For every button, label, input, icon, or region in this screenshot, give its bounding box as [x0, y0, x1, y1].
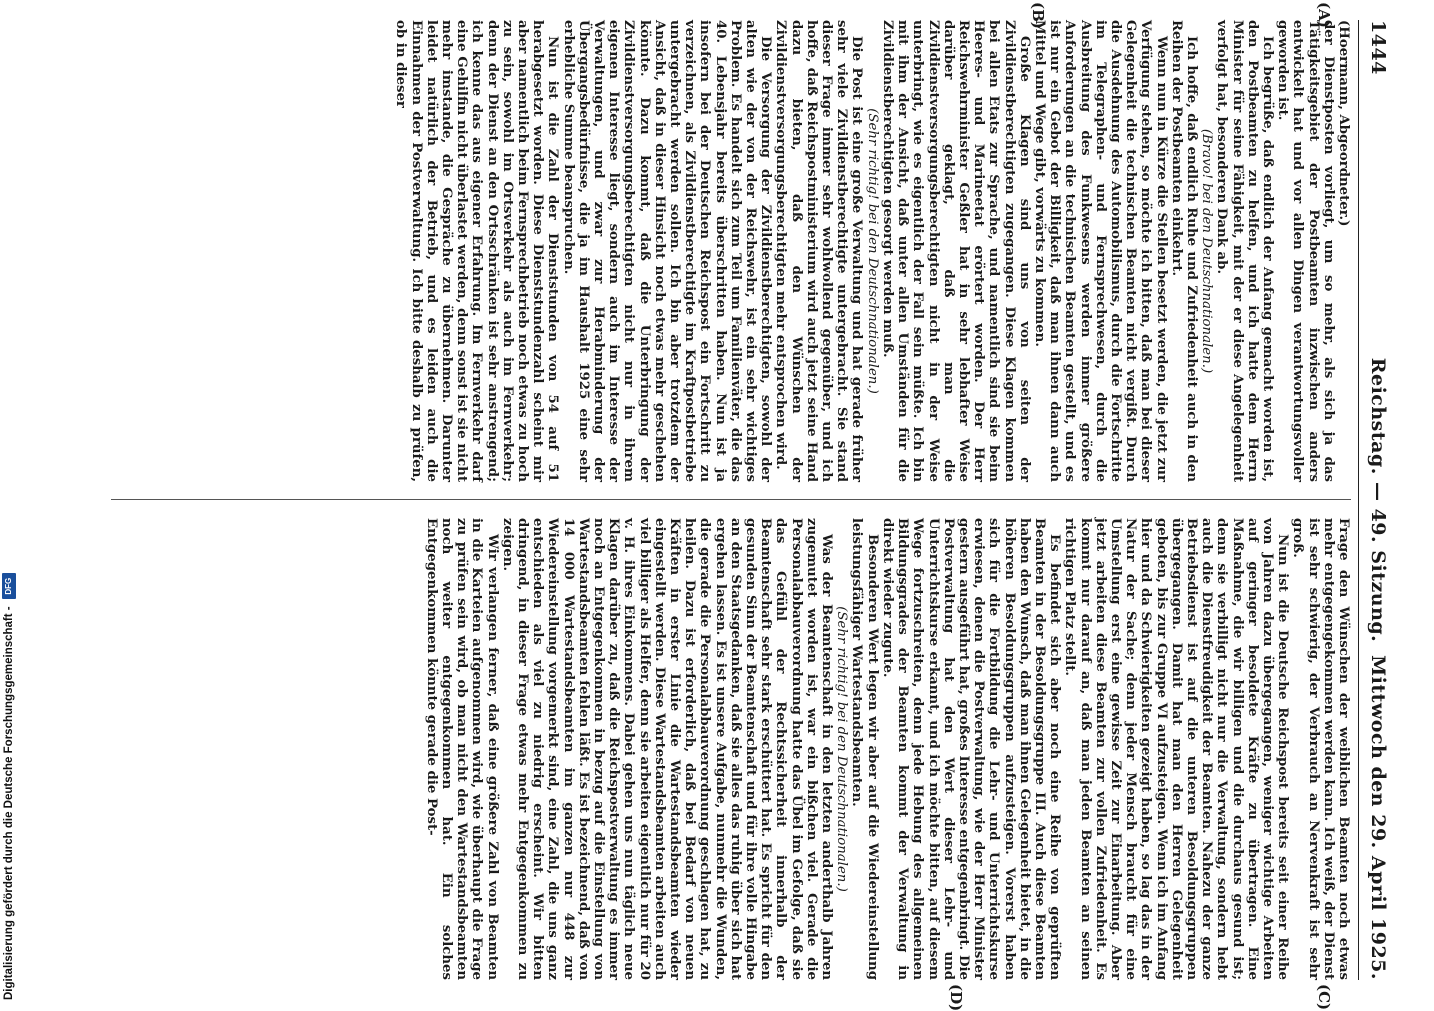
- applause-note: (Sehr richtig! bei den Deutschnationalen.): [864, 108, 880, 394]
- header-rule: [1358, 20, 1359, 980]
- document-page: [95, 0, 1395, 1011]
- paragraph: Was der Beamtenschaft in den letzten anderthalb Jahren zugemutet worden ist, war ein bißchen viel. Gerade die Personalabbauverordnung hatte das Übel im Gefolge, daß sie das Gefühl der Rechtssicherheit innerhalb der Beamtenschaft sehr stark erschüttert hat. Es spricht für den gesunden Sinn der Beamtenschaft und für ihre volle Hingabe an den Staatsgedanken, daß sie alles das ruhig über sich hat ergehen lassen. Es ist unsere Aufgabe, nunmehr die Wunden, die gerade die Personalabbauverordnung geschlagen hat, zu heilen. Dazu ist erforderlich, daß bei Bedarf von neuen Kräften in erster Linie die Wartestandsbeamten wieder eingestellt werden. Diese Wartestandsbeamten arbeiten auch viel billiger als Helfer, denn sie arbeiten eigentlich nur für 20 v. H. ihres Einkommens. Dabei gehen uns nun täglich neue Klagen darüber zu, daß die Reichspostverwaltung es immer noch an Entgegenkommen in bezug auf die Einstellung von Wartestandsbeamten fehlen läßt. Es ist bezeichnend, daß von 14 000 Wartestandsbeamten im ganzen nur 448 zur Wiedereinstellung vorgemerkt sind, eine Zahl, die uns ganz entschieden als viel zu niedrig erscheint. Wir bitten dringend, in dieser Frage etwas mehr Entgegenkommen zu zeigen.: [499, 518, 835, 980]
- paragraph: der Dienstposten vorliegt, um so mehr, als sich ja das Tätigkeitsgebiet der Postbeamten inzwischen anders entwickelt hat und vor allen Dingen verantwortungsvoller geworden ist.: [1275, 20, 1336, 482]
- applause-note: (Sehr richtig! bei den Deutschnationalen.): [834, 606, 850, 892]
- paragraph: Frage den Wünschen der weiblichen Beamten noch etwas mehr entgegengekommen werden kann. Ich weiß, der Dienst ist sehr schwierig, der Verbrauch an Nervenkraft ist sehr groß.: [1290, 518, 1351, 980]
- margin-mark-d: (D): [947, 984, 965, 1011]
- paragraph: Wenn nun in Kürze die Stellen besetzt werden, die jetzt zur Verfügung stehen, so möchte ich bitten, daß man bei dieser Gelegenheit die technischen Beamten nicht vergißt. Durch die Ausdehnung des Automobilismus, durch die Fortschritte im Telegraphen- und Fernsprechwesen, durch die Ausbreitung des Funkwesens werden immer größere Anforderungen an die technischen Beamten gestellt, und es ist nur ein Gebot der Billigkeit, daß man ihnen dann auch Mittel und Wege gibt, vorwärts zu kommen.: [1031, 20, 1169, 482]
- paragraph: Große Klagen sind uns von seiten der Zivildienstberechtigten zugegangen. Diese Klagen kommen bei allen Etats zur Sprache, und namentlich sind sie beim Heeres- und Marineetat erörtert worden. Der Herr Reichswehrminister Geßler hat in sehr lebhafter Weise darüber geklagt, daß man die Zivildienstversorgungsberechtigten nicht in der Weise unterbringt, wie es eigentlich der Fall sein müßte. Ich bin mit ihm der Ansicht, daß unter allen Umständen für die Zivildienstberechtigten gesorgt werden muß.: [879, 20, 1032, 482]
- page-number: 1444: [1367, 20, 1389, 75]
- left-column: [393, 20, 1351, 482]
- header-title: Reichstag. — 49. Sitzung.: [1367, 357, 1389, 643]
- credit-text: Digitalisierung gefördert durch die Deutsche Forschungsgemeinschaft -: [3, 606, 15, 1000]
- column-divider: [111, 499, 1351, 500]
- paragraph: Nun ist die Zahl der Dienststunden von 54 auf 51 herabgesetzt worden. Diese Dienststundenzahl scheint mir aber namentlich beim Fernsprechbetrieb noch etwas zu hoch zu sein, sowohl im Ortsverkehr als auch im Fernverkehr; denn der Dienst an den Ortsschränken ist sehr anstrengend; ich kenne das aus eigener Erfahrung. Im Fernverkehr darf eine Gehilfin nicht überlastet werden, denn sonst ist sie nicht mehr imstande, die Gespräche zu übernehmen. Darunter leidet natürlich der Betrieb, und es leiden auch die Einnahmen der Postverwaltung. Ich bitte deshalb zu prüfen, ob in dieser: [393, 20, 561, 482]
- speaker-label: (Hoermann, Abgeordneter.): [1336, 20, 1351, 227]
- paragraph: Nun ist die Deutsche Reichspost bereits seit einer Reihe von Jahren dazu übergegangen, weniger wichtige Arbeiten auf geringer besoldete Kräfte zu übertragen. Eine Maßnahme, die wir billigen und die durchaus gesund ist; denn sie verbilligt nicht nur die Verwaltung, sondern hebt auch die Dienstfreudigkeit der Beamten. Nahezu der ganze Betriebsdienst ist auf die unteren Besoldungsgruppen übergegangen. Damit hat man den Herren Gelegenheit geboten, bis zur Gruppe VI aufzusteigen. Wenn ich im Anfang hier und da Schwierigkeiten gezeigt haben, so lag das in der Natur der Sache; denn jeder Mensch braucht für eine Umstellung erst eine gewisse Zeit zur Einarbeitung. Aber jetzt arbeiten diese Beamten zur vollen Zufriedenheit. Es kommt nur darauf an, daß man jeden Beamten an seinen richtigen Platz stellt.: [1062, 518, 1291, 980]
- paragraph: Ich begrüße, daß endlich der Anfang gemacht worden ist, den Postbeamten zu helfen, und ich hatte dem Herrn Minister für seine Fähigkeit, mit der er diese Angelegenheit verfolgt hat, besonderen Dank ab.: [1214, 20, 1275, 482]
- digitization-credit: [0, 0, 18, 1000]
- right-column: [424, 518, 1351, 980]
- applause-note: (Bravo! bei den Deutschnationalen.): [1199, 128, 1215, 374]
- dfg-logo-icon: DFG: [2, 573, 16, 599]
- margin-mark-b: (B): [1029, 2, 1047, 29]
- page-header: [1361, 20, 1389, 980]
- paragraph: Die Post ist eine große Verwaltung und hat gerade früher sehr viele Zivildienstberechtigte untergebracht. Sie stand dieser Frage immer sehr wohlwollend gegenüber, und ich hoffe, daß Reichspostministerium wird auch jetzt seine Hand dazu bieten, daß den Wünschen der Zivildienstversorgungsberechtigten mehr entsprochen wird.: [773, 20, 865, 482]
- paragraph: Ich hoffe, daß endlich Ruhe und Zufriedenheit auch in den Reihen der Postbeamten einkehrt.: [1168, 20, 1199, 482]
- paragraph: Besonderen Wert legen wir aber auf die Wiedereinstellung leistungsfähiger Wartestandsbeamten.: [849, 518, 880, 980]
- header-date: Mittwoch den 29. April 1925.: [1367, 655, 1389, 980]
- paragraph: Wir verlangen ferner, daß eine größere Zahl von Beamten in die Karteien aufgenommen wird, wie überhaupt die Frage zu prüfen sein wird, ob man nicht den Wartestandsbeamten noch weiter entgegenkommen hat. Ein solches Entgegenkommen könnte gerade die Post-: [423, 518, 500, 980]
- margin-mark-c: (C): [1315, 984, 1333, 1011]
- margin-mark-a: (A): [1315, 2, 1333, 28]
- paragraph: Die Versorgung der Zivildienstberechtigten, sowohl der alten wie der von der Reichswehr, ist ein sehr wichtiges Problem. Es handelt sich zum Teil um Familienväter, die das 40. Lebensjahr bereits überschritten haben. Nun ist ja insofern bei der Deutschen Reichspost ein Fortschritt zu verzeichnen, als Zivildienstberechtigte im Kraftpostbetriebe untergebracht werden sollen. Ich bin aber trotzdem der Ansicht, daß in dieser Hinsicht noch etwas mehr geschehen könnte. Dazu kommt, daß die Unterbringung der Zivildienstversorgungsberechtigten nicht nur in ihrem eigenen Interesse liegt, sondern auch im Interesse der Verwaltungen, und zwar zur Herabminderung der Übergangsbedürfnisse, die ja im Haushalt 1925 eine sehr erhebliche Summe beanspruchen.: [560, 20, 774, 482]
- paragraph: Es befindet sich aber noch eine Reihe von geprüften Beamten in der Besoldungsgruppe III. Auch diese Beamten haben den Wunsch, daß man ihnen Gelegenheit bietet, in die höheren Besoldungsgruppen aufzusteigen. Vorerst haben sich für die Fortbildung die Lehr- und Unterrichtskurse erwiesen, denen die Postverwaltung, wie der Herr Minister gestern ausgeführt hat, großes Interesse entgegenbringt. Die Postverwaltung hat den Wert dieser Lehr- und Unterrichtskurse erkannt, und ich möchte bitten, auf diesem Wege fortzuschreiten, denn jede Hebung des allgemeinen Bildungsgrades der Beamten kommt der Verwaltung in direkt wieder zugute.: [879, 518, 1063, 980]
